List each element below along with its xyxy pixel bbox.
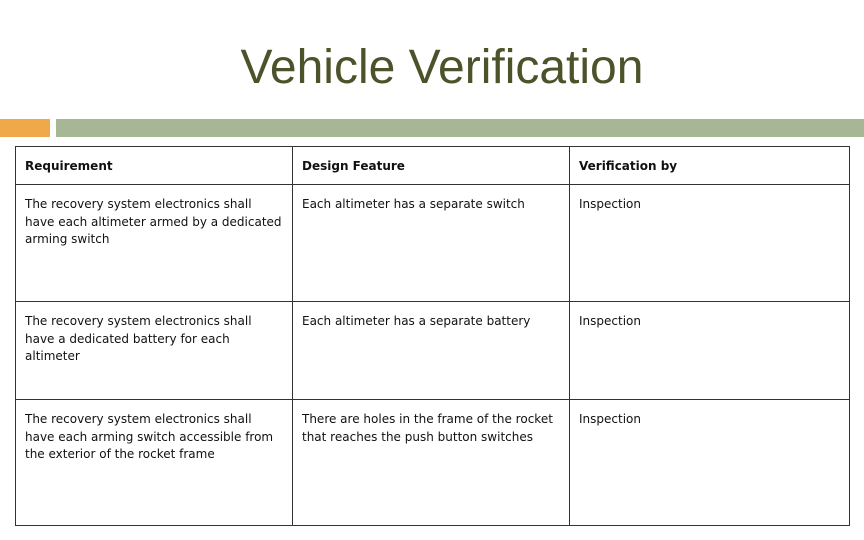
accent-bar-green (56, 119, 864, 137)
cell-requirement: The recovery system electronics shall have a dedicated battery for each altimeter (16, 302, 293, 400)
requirements-table (15, 146, 850, 526)
cell-requirement: The recovery system electronics shall have each arming switch accessible from the exterior of the rocket frame (16, 400, 293, 526)
header-requirement: Requirement (16, 147, 293, 185)
cell-design-feature: Each altimeter has a separate switch (293, 185, 570, 302)
cell-requirement: The recovery system electronics shall have each altimeter armed by a dedicated arming switch (16, 185, 293, 302)
table-header-row (16, 147, 850, 185)
slide-title: Vehicle Verification (240, 41, 644, 94)
cell-design-feature: There are holes in the frame of the rocket that reaches the push button switches (293, 400, 570, 526)
table-row (16, 400, 850, 526)
header-verification: Verification by (570, 147, 850, 185)
accent-bar-orange (0, 119, 50, 137)
header-design-feature: Design Feature (293, 147, 570, 185)
cell-verification: Inspection (570, 185, 850, 302)
cell-verification: Inspection (570, 302, 850, 400)
table-row (16, 302, 850, 400)
cell-design-feature: Each altimeter has a separate battery (293, 302, 570, 400)
cell-verification: Inspection (570, 400, 850, 526)
table-row (16, 185, 850, 302)
